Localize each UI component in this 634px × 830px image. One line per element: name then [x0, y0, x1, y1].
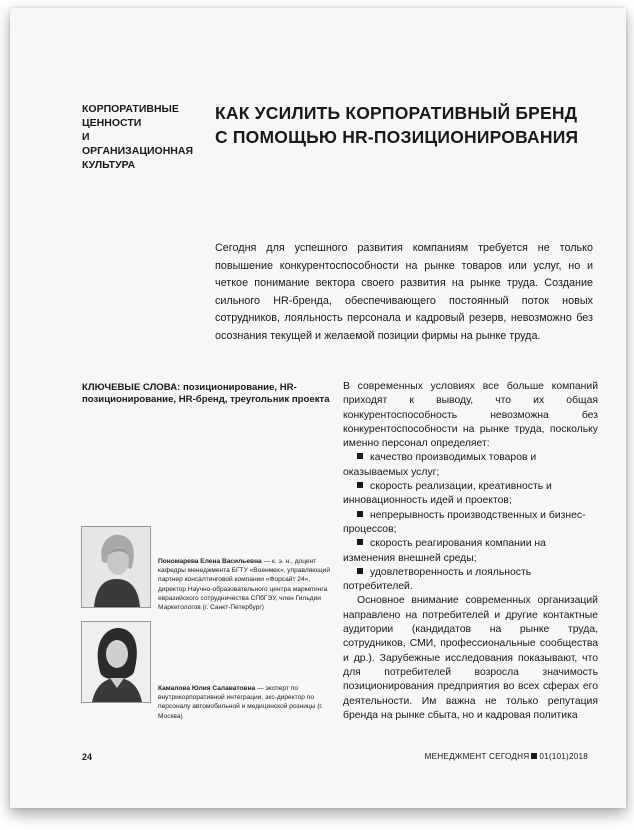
keywords-label: КЛЮЧЕВЫЕ СЛОВА: [82, 382, 181, 393]
magazine-footer [425, 752, 588, 761]
author-bio [158, 557, 336, 612]
author-photo [81, 621, 151, 703]
square-bullet-icon [357, 568, 363, 574]
body-paragraph: Основное внимание современных организаций направлено на потребителей и другие контактные аудитории (кандидатов на рынке труда, сотрудников, СМИ, профессиональные сообщества и др.). Зарубежные исследования показывают, что для потребителей возросла значимость позиционирования предприятия во всех сферах его деятельности. Им важна не только репутация бренда на рынке сбыта, но и кадровая политика [343, 595, 598, 721]
square-separator-icon [531, 753, 537, 759]
square-bullet-icon [357, 511, 363, 517]
list-item: скорость реализации, креативность и инновационность идей и проектов; [343, 481, 552, 507]
article-title [215, 101, 595, 149]
list-item: качество производимых товаров и оказываемых услуг; [343, 452, 537, 478]
author-description: — эксперт по внутрикорпоративной интеграции, экс-директор по персоналу автомобильной и медицинской розницы (г. Москва) [158, 685, 323, 720]
author-name: Пономарева Елена Васильевна [158, 558, 262, 565]
square-bullet-icon [357, 539, 363, 545]
author-photo [81, 526, 151, 608]
keywords-text: позиционирование, HR-позиционирование, HR-бренд, треугольник проекта [82, 382, 330, 405]
rubric-line: И ОРГАНИЗАЦИОННАЯ [82, 131, 194, 157]
body-paragraph: В современных условиях все больше компаний приходят к выводу, что их общая конкурентоспособность невозможна без конкурентоспособности на рынке труда, поскольку именно персонал определяет: [343, 381, 598, 450]
author-description: — к. э. н., доцент кафедры менеджмента БГТУ «Военмех», управляющий партнер консалтинговой компании «Форсайт 24», директор Научно-образовательного центра маркетинга евразийского сотрудничества СПбГЭУ, член Гильдии Маркетологов (г. Санкт-Петербург) [158, 558, 331, 612]
square-bullet-icon [357, 453, 363, 459]
list-item: непрерывность производственных и бизнес-процессов; [343, 509, 586, 535]
rubric-line: КОРПОРАТИВНЫЕ [82, 103, 179, 115]
rubric-line: ЦЕННОСТИ [82, 117, 142, 129]
issue-number: 01(101)2018 [539, 752, 588, 761]
magazine-name: МЕНЕДЖМЕНТ СЕГОДНЯ [424, 752, 530, 761]
page-number: 24 [82, 752, 93, 762]
list-item: скорость реагирования компании на изменения внешней среды; [343, 538, 546, 564]
title-line: С ПОМОЩЬЮ HR-ПОЗИЦИОНИРОВАНИЯ [215, 127, 579, 147]
magazine-page [10, 8, 626, 808]
title-line: КАК УСИЛИТЬ КОРПОРАТИВНЫЙ БРЕНД [215, 103, 578, 123]
rubric-line: КУЛЬТУРА [82, 159, 136, 171]
author-name: Камалова Юлия Салаватовна [158, 685, 256, 692]
author-bio [158, 684, 336, 721]
keywords-block [82, 382, 332, 406]
list-item: удовлетворенность и лояльность потребителей. [343, 566, 532, 593]
article-lead: Сегодня для успешного развития компаниям требуется не только повышение конкурентоспособности на рынке товаров или услуг, но и четкое понимание вектора своего развития на рынке труда. Создание сильного HR-бренда, обеспечивающего постоянный поток новых сотрудников, лояльность персонала и кадровый резерв, невозможно без осознания текущей и желаемой позиции фирмы на рынке труда. [215, 242, 593, 342]
article-body [343, 380, 598, 723]
bullet-list [343, 451, 598, 594]
square-bullet-icon [357, 482, 363, 488]
section-rubric [82, 102, 202, 172]
